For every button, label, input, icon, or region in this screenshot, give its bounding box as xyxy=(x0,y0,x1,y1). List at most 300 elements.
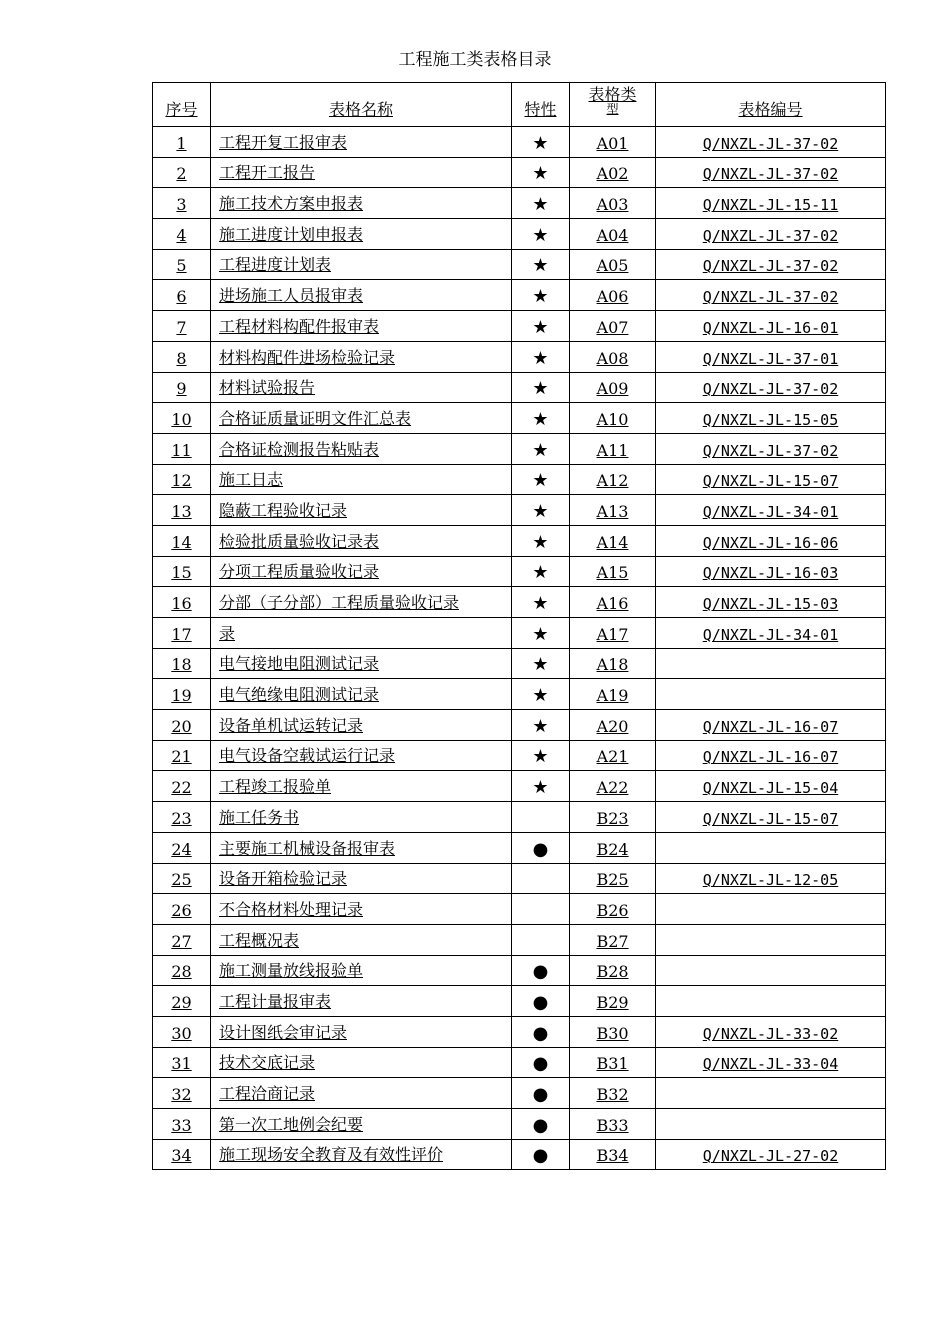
row-type xyxy=(570,832,656,863)
row-feature-empty xyxy=(512,802,570,833)
row-seq xyxy=(153,955,211,986)
row-code xyxy=(656,863,886,894)
star-icon xyxy=(512,740,570,771)
row-code-text[interactable]: Q/NXZL-JL-15-04 xyxy=(702,779,839,798)
row-code-text[interactable]: Q/NXZL-JL-37-02 xyxy=(702,257,839,276)
row-name xyxy=(211,863,512,894)
row-code-text[interactable]: Q/NXZL-JL-37-02 xyxy=(702,288,839,307)
row-name xyxy=(211,587,512,618)
row-type-text[interactable]: B25 xyxy=(596,870,629,890)
row-type-text[interactable]: A19 xyxy=(596,686,629,706)
row-name-text[interactable]: 不合格材料处理记录 xyxy=(219,899,364,919)
row-code-text[interactable]: Q/NXZL-JL-15-07 xyxy=(702,472,839,491)
row-name xyxy=(211,802,512,833)
row-name xyxy=(211,249,512,280)
star-icon-text: ★ xyxy=(532,224,549,246)
row-seq xyxy=(153,403,211,434)
row-type-text[interactable]: B26 xyxy=(596,900,629,920)
row-name-text[interactable]: 设备单机试运转记录 xyxy=(219,715,364,735)
row-name-text[interactable]: 合格证质量证明文件汇总表 xyxy=(219,408,412,428)
table-row xyxy=(153,464,886,495)
row-type xyxy=(570,157,656,188)
row-code xyxy=(656,495,886,526)
row-name xyxy=(211,556,512,587)
row-seq-text[interactable]: 14 xyxy=(171,532,192,552)
dot-icon-text: ● xyxy=(532,961,549,983)
row-name-text[interactable]: 工程进度计划表 xyxy=(219,255,332,275)
row-name-text[interactable]: 进场施工人员报审表 xyxy=(219,286,364,306)
row-type-text[interactable]: A01 xyxy=(596,133,629,153)
row-type xyxy=(570,280,656,311)
star-icon xyxy=(512,188,570,219)
row-name xyxy=(211,403,512,434)
row-code-text[interactable]: Q/NXZL-JL-16-07 xyxy=(702,748,839,767)
row-code xyxy=(656,710,886,741)
row-seq-text[interactable]: 20 xyxy=(171,716,192,736)
row-code xyxy=(656,894,886,925)
row-name-text[interactable]: 分项工程质量验收记录 xyxy=(219,562,380,582)
row-type xyxy=(570,1047,656,1078)
row-type-text[interactable]: A09 xyxy=(596,379,629,399)
dot-icon-text: ● xyxy=(532,1053,549,1075)
row-name-text[interactable]: 合格证检测报告粘贴表 xyxy=(219,439,380,459)
star-icon-text: ★ xyxy=(532,777,549,799)
row-seq-text[interactable]: 13 xyxy=(171,501,192,521)
row-seq-text[interactable]: 26 xyxy=(171,900,192,920)
row-name-text[interactable]: 施工日志 xyxy=(219,470,284,490)
row-seq xyxy=(153,525,211,556)
row-seq-text[interactable]: 18 xyxy=(171,655,192,675)
row-name-text[interactable]: 工程开工报告 xyxy=(219,163,316,183)
table-row xyxy=(153,587,886,618)
dot-icon-text: ● xyxy=(532,1084,549,1105)
row-code xyxy=(656,587,886,618)
table-row xyxy=(153,740,886,771)
row-name-text[interactable]: 施工测量放线报验单 xyxy=(219,961,364,981)
row-type xyxy=(570,372,656,403)
dot-icon xyxy=(512,1109,570,1140)
row-feature-empty xyxy=(512,863,570,894)
row-code-text[interactable]: Q/NXZL-JL-34-01 xyxy=(702,502,839,521)
star-icon-text: ★ xyxy=(532,746,549,768)
row-seq xyxy=(153,280,211,311)
row-type-text[interactable]: A03 xyxy=(596,195,629,215)
star-icon xyxy=(512,525,570,556)
row-seq xyxy=(153,127,211,158)
row-name-text[interactable]: 电气绝缘电阻测试记录 xyxy=(219,685,380,705)
row-name xyxy=(211,1078,512,1109)
row-seq xyxy=(153,740,211,771)
star-icon-text: ★ xyxy=(532,531,549,553)
row-seq-text[interactable]: 2 xyxy=(176,164,187,184)
row-type xyxy=(570,648,656,679)
star-icon xyxy=(512,219,570,250)
row-code xyxy=(656,280,886,311)
row-type xyxy=(570,433,656,464)
row-seq-text[interactable]: 19 xyxy=(171,686,192,706)
row-code xyxy=(656,771,886,802)
row-seq-text[interactable]: 11 xyxy=(171,440,192,460)
row-code-text[interactable]: Q/NXZL-JL-33-04 xyxy=(702,1055,839,1074)
row-type xyxy=(570,127,656,158)
row-code xyxy=(656,1139,886,1170)
row-type-text[interactable]: A11 xyxy=(596,440,629,460)
row-seq-text[interactable]: 28 xyxy=(171,962,192,982)
row-type-text[interactable]: B33 xyxy=(596,1115,629,1135)
star-icon xyxy=(512,710,570,741)
row-seq-text[interactable]: 4 xyxy=(176,225,187,245)
row-seq xyxy=(153,618,211,649)
header-code: 表格编号 xyxy=(656,83,886,127)
star-icon xyxy=(512,157,570,188)
row-seq xyxy=(153,771,211,802)
row-seq-text[interactable]: 10 xyxy=(171,409,192,429)
row-name-text[interactable]: 设计图纸会审记录 xyxy=(219,1022,348,1042)
row-name-text[interactable]: 隐蔽工程验收记录 xyxy=(219,500,348,520)
row-seq-text[interactable]: 5 xyxy=(176,256,187,276)
dot-icon-text: ● xyxy=(532,991,549,1013)
table-row xyxy=(153,679,886,710)
table-row xyxy=(153,894,886,925)
star-icon-text: ★ xyxy=(532,408,549,430)
row-name-text[interactable]: 材料构配件进场检验记录 xyxy=(219,347,396,367)
row-name xyxy=(211,188,512,219)
row-type-text[interactable]: A20 xyxy=(596,716,629,736)
row-seq-text[interactable]: 32 xyxy=(171,1085,192,1104)
row-seq-text[interactable]: 29 xyxy=(171,992,192,1012)
header-seq: 序号 xyxy=(153,83,211,127)
row-code xyxy=(656,556,886,587)
row-code-text[interactable]: Q/NXZL-JL-37-02 xyxy=(702,441,839,460)
row-type-text[interactable]: A17 xyxy=(596,624,629,644)
row-code xyxy=(656,249,886,280)
row-code-text[interactable]: Q/NXZL-JL-37-02 xyxy=(702,380,839,399)
row-code-text[interactable]: Q/NXZL-JL-37-01 xyxy=(702,349,839,368)
dot-icon xyxy=(512,832,570,863)
dot-icon-text: ● xyxy=(532,838,549,860)
row-code xyxy=(656,679,886,710)
table-row xyxy=(153,1078,886,1109)
row-name xyxy=(211,341,512,372)
row-code-text[interactable]: Q/NXZL-JL-37-02 xyxy=(702,165,839,184)
row-seq xyxy=(153,832,211,863)
row-code-text[interactable]: Q/NXZL-JL-16-07 xyxy=(702,717,839,736)
star-icon xyxy=(512,495,570,526)
row-seq xyxy=(153,924,211,955)
row-seq xyxy=(153,648,211,679)
row-seq-text[interactable]: 21 xyxy=(171,747,192,767)
star-icon xyxy=(512,587,570,618)
row-name-text[interactable]: 设备开箱检验记录 xyxy=(219,869,348,889)
row-seq-text[interactable]: 12 xyxy=(171,471,192,491)
row-seq xyxy=(153,249,211,280)
row-type-text[interactable]: A08 xyxy=(596,348,629,368)
row-name-text[interactable]: 工程开复工报审表 xyxy=(219,132,348,152)
row-type-text[interactable]: A13 xyxy=(596,501,629,521)
row-type xyxy=(570,249,656,280)
row-seq-text[interactable]: 24 xyxy=(171,839,192,859)
star-icon xyxy=(512,127,570,158)
row-code-text[interactable]: Q/NXZL-JL-16-01 xyxy=(702,318,839,337)
row-type xyxy=(570,924,656,955)
row-type-text[interactable]: A18 xyxy=(596,655,629,675)
row-seq xyxy=(153,433,211,464)
row-type xyxy=(570,403,656,434)
table-row xyxy=(153,280,886,311)
row-name xyxy=(211,1109,512,1140)
star-icon xyxy=(512,556,570,587)
star-icon-text: ★ xyxy=(532,286,549,308)
row-name-text[interactable]: 材料试验报告 xyxy=(219,378,316,398)
row-seq xyxy=(153,679,211,710)
row-type xyxy=(570,188,656,219)
row-code xyxy=(656,341,886,372)
star-icon xyxy=(512,403,570,434)
row-name-text[interactable]: 技术交底记录 xyxy=(219,1053,316,1073)
row-type-text[interactable]: A10 xyxy=(596,409,629,429)
row-seq-text[interactable]: 22 xyxy=(171,778,192,798)
row-code-text[interactable]: Q/NXZL-JL-15-07 xyxy=(702,809,839,828)
row-feature-empty xyxy=(512,894,570,925)
dot-icon-text: ● xyxy=(532,1114,549,1136)
row-code-text[interactable]: Q/NXZL-JL-34-01 xyxy=(702,625,839,644)
row-name xyxy=(211,924,512,955)
row-type-text[interactable]: B30 xyxy=(596,1023,629,1043)
row-code xyxy=(656,832,886,863)
star-icon-text: ★ xyxy=(532,347,549,369)
row-name-text[interactable]: 施工进度计划申报表 xyxy=(219,224,364,244)
table-row xyxy=(153,249,886,280)
row-name xyxy=(211,648,512,679)
row-type xyxy=(570,341,656,372)
row-seq-text[interactable]: 34 xyxy=(171,1146,192,1166)
star-icon-text: ★ xyxy=(532,439,549,461)
row-name-text[interactable]: 主要施工机械设备报审表 xyxy=(219,838,396,858)
row-name-text[interactable]: 工程材料构配件报审表 xyxy=(219,316,380,336)
star-icon xyxy=(512,311,570,342)
dot-icon xyxy=(512,1047,570,1078)
row-seq xyxy=(153,495,211,526)
row-type-text[interactable]: A22 xyxy=(596,778,629,798)
row-name xyxy=(211,1047,512,1078)
star-icon xyxy=(512,249,570,280)
row-name-text[interactable]: 工程概况表 xyxy=(219,930,300,950)
row-name-text[interactable]: 工程计量报审表 xyxy=(219,991,332,1011)
row-type-text[interactable]: B34 xyxy=(596,1146,629,1166)
table-row xyxy=(153,341,886,372)
row-code xyxy=(656,127,886,158)
row-type xyxy=(570,1139,656,1170)
row-name xyxy=(211,618,512,649)
row-code-text[interactable]: Q/NXZL-JL-15-05 xyxy=(702,410,839,429)
row-type xyxy=(570,894,656,925)
star-icon-text: ★ xyxy=(532,562,549,584)
row-code-text[interactable]: Q/NXZL-JL-37-02 xyxy=(702,226,839,245)
row-type-text[interactable]: B32 xyxy=(596,1085,629,1104)
dot-icon xyxy=(512,986,570,1017)
row-name-text[interactable]: 工程竣工报验单 xyxy=(219,777,332,797)
row-name-text[interactable]: 工程洽商记录 xyxy=(219,1084,316,1103)
row-type xyxy=(570,986,656,1017)
table-row xyxy=(153,955,886,986)
row-name-text[interactable]: 施工现场安全教育及有效性评价 xyxy=(219,1145,444,1165)
row-seq-text[interactable]: 15 xyxy=(171,563,192,583)
row-code-text[interactable]: Q/NXZL-JL-16-06 xyxy=(702,533,839,552)
table-row xyxy=(153,525,886,556)
row-name xyxy=(211,894,512,925)
table-row xyxy=(153,1047,886,1078)
star-icon xyxy=(512,648,570,679)
row-code-text[interactable]: Q/NXZL-JL-33-02 xyxy=(702,1024,839,1043)
row-seq-text[interactable]: 17 xyxy=(171,624,192,644)
table-row xyxy=(153,618,886,649)
star-icon-text: ★ xyxy=(532,132,549,154)
table-row xyxy=(153,986,886,1017)
row-type-text[interactable]: A04 xyxy=(596,225,629,245)
dot-icon xyxy=(512,1016,570,1047)
forms-table xyxy=(152,82,886,1170)
row-code xyxy=(656,618,886,649)
row-name xyxy=(211,219,512,250)
row-name xyxy=(211,1016,512,1047)
row-code xyxy=(656,157,886,188)
table-row xyxy=(153,1109,886,1140)
table-row xyxy=(153,1139,886,1170)
row-name xyxy=(211,280,512,311)
table-row xyxy=(153,219,886,250)
row-seq xyxy=(153,1078,211,1109)
row-seq-text[interactable]: 3 xyxy=(176,195,187,215)
row-code xyxy=(656,1016,886,1047)
row-name xyxy=(211,127,512,158)
row-name xyxy=(211,1139,512,1170)
row-type xyxy=(570,525,656,556)
row-code-text[interactable]: Q/NXZL-JL-37-02 xyxy=(702,134,839,153)
row-name-text[interactable]: 录 xyxy=(219,623,236,643)
header-feature: 特性 xyxy=(512,83,570,127)
row-name xyxy=(211,433,512,464)
row-seq-text[interactable]: 6 xyxy=(176,287,187,307)
row-type-text[interactable]: B23 xyxy=(596,808,629,828)
dot-icon-text: ● xyxy=(532,1145,549,1167)
row-name-text[interactable]: 第一次工地例会纪要 xyxy=(219,1114,364,1134)
row-type-text[interactable]: B31 xyxy=(596,1054,629,1074)
row-code xyxy=(656,740,886,771)
row-type-text[interactable]: A14 xyxy=(596,532,629,552)
row-code xyxy=(656,464,886,495)
row-seq-text[interactable]: 30 xyxy=(171,1023,192,1043)
row-type-text[interactable]: B29 xyxy=(596,992,629,1012)
star-icon xyxy=(512,771,570,802)
row-name xyxy=(211,832,512,863)
row-code xyxy=(656,802,886,833)
row-type xyxy=(570,556,656,587)
star-icon-text: ★ xyxy=(532,500,549,522)
star-icon xyxy=(512,372,570,403)
row-name-text[interactable]: 电气设备空载试运行记录 xyxy=(219,746,396,766)
row-type-text[interactable]: A21 xyxy=(596,747,629,767)
row-seq xyxy=(153,1047,211,1078)
table-row xyxy=(153,771,886,802)
row-type-text[interactable]: A06 xyxy=(596,287,629,307)
row-type-text[interactable]: B24 xyxy=(596,839,629,859)
row-type-text[interactable]: B28 xyxy=(596,962,629,982)
star-icon-text: ★ xyxy=(532,316,549,338)
row-type xyxy=(570,618,656,649)
star-icon xyxy=(512,464,570,495)
table-row xyxy=(153,556,886,587)
table-row xyxy=(153,495,886,526)
row-seq-text[interactable]: 9 xyxy=(176,379,187,399)
row-seq xyxy=(153,1016,211,1047)
row-type-text[interactable]: A05 xyxy=(596,256,629,276)
row-type-text[interactable]: A02 xyxy=(596,164,629,184)
row-seq-text[interactable]: 7 xyxy=(176,317,187,337)
row-name-text[interactable]: 施工技术方案申报表 xyxy=(219,194,364,214)
dot-icon xyxy=(512,1078,570,1109)
row-seq xyxy=(153,1139,211,1170)
row-name-text[interactable]: 施工任务书 xyxy=(219,807,300,827)
row-type-text[interactable]: B27 xyxy=(596,931,629,951)
dot-icon xyxy=(512,955,570,986)
row-seq-text[interactable]: 16 xyxy=(171,594,192,613)
row-seq xyxy=(153,372,211,403)
row-type-text[interactable]: A16 xyxy=(596,594,629,613)
row-name-text[interactable]: 分部（子分部）工程质量验收记录 xyxy=(219,593,460,612)
row-code-text[interactable]: Q/NXZL-JL-12-05 xyxy=(702,871,839,890)
row-seq xyxy=(153,556,211,587)
row-seq-text[interactable]: 23 xyxy=(171,808,192,828)
row-seq-text[interactable]: 27 xyxy=(171,931,192,951)
row-type-text[interactable]: A15 xyxy=(596,563,629,583)
row-type xyxy=(570,771,656,802)
row-seq-text[interactable]: 33 xyxy=(171,1115,192,1135)
row-feature-empty xyxy=(512,924,570,955)
row-code-text[interactable]: Q/NXZL-JL-16-03 xyxy=(702,564,839,583)
row-code xyxy=(656,403,886,434)
star-icon xyxy=(512,341,570,372)
row-code xyxy=(656,525,886,556)
row-code-text[interactable]: Q/NXZL-JL-27-02 xyxy=(702,1147,839,1166)
row-type xyxy=(570,802,656,833)
table-row xyxy=(153,403,886,434)
row-seq-text[interactable]: 25 xyxy=(171,870,192,890)
row-code-text[interactable]: Q/NXZL-JL-15-11 xyxy=(702,196,839,215)
row-seq xyxy=(153,894,211,925)
table-row xyxy=(153,863,886,894)
row-name xyxy=(211,955,512,986)
row-seq-text[interactable]: 8 xyxy=(176,348,187,368)
row-code-text[interactable]: Q/NXZL-JL-15-03 xyxy=(702,595,839,613)
table-row xyxy=(153,372,886,403)
row-seq-text[interactable]: 31 xyxy=(171,1054,192,1074)
star-icon-text: ★ xyxy=(532,470,549,492)
row-type xyxy=(570,679,656,710)
table-row xyxy=(153,832,886,863)
row-name xyxy=(211,372,512,403)
row-code xyxy=(656,648,886,679)
row-name-text[interactable]: 检验批质量验收记录表 xyxy=(219,531,380,551)
row-seq-text[interactable]: 1 xyxy=(176,133,187,153)
row-type-text[interactable]: A07 xyxy=(596,317,629,337)
row-name xyxy=(211,771,512,802)
row-name xyxy=(211,679,512,710)
row-seq xyxy=(153,464,211,495)
table-row xyxy=(153,188,886,219)
row-type xyxy=(570,863,656,894)
row-type-text[interactable]: A12 xyxy=(596,471,629,491)
row-name-text[interactable]: 电气接地电阻测试记录 xyxy=(219,654,380,674)
